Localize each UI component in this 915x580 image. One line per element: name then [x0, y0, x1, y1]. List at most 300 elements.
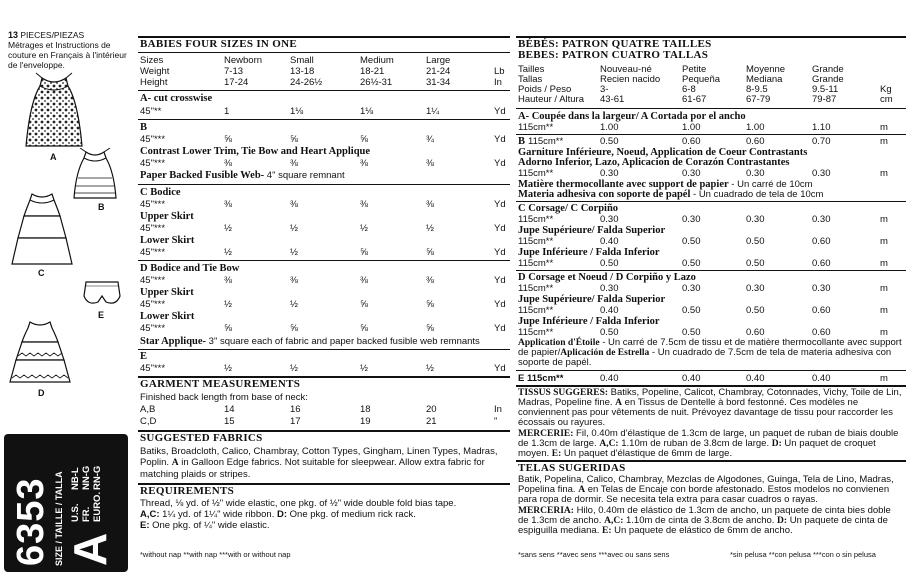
table-cell: 16: [290, 404, 301, 415]
table-cell: Yd: [494, 247, 506, 258]
table-cell: ¾: [426, 134, 434, 145]
garment-a-illustration: [22, 72, 86, 150]
table-cell: ⅜: [290, 199, 298, 210]
mercerie-e: E:: [551, 449, 562, 459]
view-c-heading-fr: C Corsage/ C Corpiño: [518, 203, 619, 214]
size-euro-label: EURO.: [92, 491, 103, 522]
metrage-row: [516, 283, 906, 294]
size-row-hauteur: [516, 94, 906, 105]
table-cell: 0.60: [682, 136, 701, 147]
tissus-heading: TISSUS SUGGERES:: [518, 388, 609, 398]
garment-c-illustration: [10, 190, 74, 268]
table-cell: 115cm**: [528, 136, 564, 147]
table-cell: ⅜: [290, 275, 298, 286]
table-cell: ½: [290, 223, 298, 234]
req-rick-rack: One pkg. of medium rick rack.: [287, 509, 416, 520]
fusible-web-heading: Paper Backed Fusible Web-: [140, 170, 265, 181]
merceria: [518, 506, 904, 536]
table-cell: 1.00: [600, 122, 619, 133]
table-cell: m: [880, 236, 888, 247]
star-text-fr: - Un carré de 7.5cm de tissu et de matière thermocollante avec support de papier/: [518, 337, 902, 358]
size-systems: [70, 492, 103, 522]
table-cell: ½: [290, 363, 298, 374]
yardage-row: [138, 199, 510, 210]
garment-b-label: B: [98, 202, 105, 212]
suggested-fabrics-heading: SUGGESTED FABRICS: [140, 432, 263, 444]
requirements-heading: REQUIREMENTS: [140, 485, 235, 497]
table-cell: In: [494, 77, 502, 88]
view-e-heading: E: [140, 351, 148, 362]
telas-view-a: A: [578, 485, 586, 495]
english-yardage-column: [138, 0, 510, 580]
yardage-row: [138, 299, 510, 310]
yardage-row: [138, 323, 510, 334]
merceria-trim: Un paquete de cinta de espiguilla mediana.: [518, 515, 888, 536]
table-cell: 21-24: [426, 66, 451, 77]
nap-legend-es: *sin pelusa **con pelusa ***con o sin pelusa: [730, 550, 876, 559]
fabrics-view-a: A: [171, 458, 179, 468]
table-cell: m: [880, 136, 888, 147]
table-cell: ½: [224, 299, 232, 310]
table-cell: 1¼: [426, 106, 440, 117]
size-row-height: [138, 77, 510, 88]
table-cell: 0.40: [746, 373, 765, 384]
suggested-fabrics-text: [140, 446, 508, 480]
table-cell: m: [880, 327, 888, 338]
table-cell: Nouveau-né: [600, 64, 652, 75]
table-cell: 0.60: [812, 236, 831, 247]
mercerie-croquet: Un paquet de croquet moyen.: [518, 438, 876, 459]
table-cell: 115cm**: [518, 236, 554, 247]
star-text-es: - Un cuadrado de 7.5cm de tela de materia adhesiva con soporte de papél.: [518, 347, 892, 368]
measurement-row-ab: [138, 404, 510, 415]
table-cell: 17: [290, 416, 301, 427]
table-cell: ⅜: [290, 158, 298, 169]
telas-list: Batik, Popelina, Calico, Chambray, Mezclas de Algodones, Guinga, Tela de Lino, Madras, Popelina fina.: [518, 474, 894, 495]
table-cell: Yd: [494, 275, 506, 286]
table-cell: m: [880, 373, 888, 384]
pattern-number: 6353: [10, 477, 52, 566]
table-cell: 0.40: [600, 236, 619, 247]
table-cell: 0.30: [812, 283, 831, 294]
table-cell: 115cm**: [518, 327, 554, 338]
table-cell: m: [880, 214, 888, 225]
contrast-heading-es: Adorno Inferior, Lazo, Aplicacion de Corazón Contrastantes: [518, 157, 790, 168]
view-d-bodice-heading: D Bodice and Tie Bow: [140, 263, 240, 274]
pieces-column: [0, 0, 134, 580]
size-row-sizes: [138, 55, 510, 66]
table-cell: 61-67: [682, 94, 707, 105]
table-cell: Grande: [812, 74, 844, 85]
merceria-text: Hilo, 0.40m de elástico de 1.3cm de ancho, un paquete de cinta bies doble de 1.3cm de ancho.: [518, 505, 891, 526]
garment-measurements-heading: GARMENT MEASUREMENTS: [140, 378, 301, 390]
table-cell: 0.40: [682, 373, 701, 384]
table-cell: ⅝: [360, 323, 368, 334]
merceria-ribbon: 1.10m de cinta de 3.8cm de ancho.: [623, 515, 778, 526]
size-us-label: U.S.: [70, 503, 81, 522]
pieces-label: PIECES/PIEZAS: [20, 30, 85, 40]
mercerie-elastic: Un paquet d'élastique de 6mm de large.: [561, 448, 733, 459]
table-cell: 26½-31: [360, 77, 393, 88]
table-cell: Newborn: [224, 55, 263, 66]
table-cell: 15: [224, 416, 235, 427]
table-cell: 0.50: [600, 327, 619, 338]
table-cell: ⅝: [224, 323, 232, 334]
star-applique-line: [140, 336, 480, 347]
view-c-upper-skirt-heading: Upper Skirt: [140, 211, 194, 222]
req-view-d: D:: [276, 509, 288, 520]
size-values: [70, 466, 103, 490]
metrage-row-e: [516, 373, 906, 384]
french-spanish-column: [516, 0, 906, 580]
star-applique-text: 3" square each of fabric and paper backed fusible web remnants: [206, 336, 480, 347]
req-ribbon: 1¼ yd. of 1¼" wide ribbon.: [159, 509, 277, 520]
req-elastic: One pkg. of ¼" wide elastic.: [149, 520, 270, 531]
table-cell: 45"***: [140, 158, 166, 169]
table-cell: In: [494, 404, 502, 415]
garment-d-label: D: [38, 388, 45, 398]
table-cell: 0.50: [600, 258, 619, 269]
merceria-heading: MERCERIA:: [518, 506, 574, 516]
table-cell: 0.40: [600, 305, 619, 316]
metrage-row: [516, 136, 906, 147]
table-cell: 0.30: [812, 168, 831, 179]
table-cell: 0.30: [746, 283, 765, 294]
yardage-row: [138, 158, 510, 169]
table-cell: 20: [426, 404, 437, 415]
view-d-upper-skirt-heading: Upper Skirt: [140, 287, 194, 298]
size-caption: SIZE / TAILLE / TALLA: [54, 471, 64, 566]
table-cell: 1⅛: [290, 106, 304, 117]
tissus-suggeres: [518, 388, 904, 428]
table-cell: 1: [224, 106, 230, 117]
table-cell: Recien nacido: [600, 74, 661, 85]
table-cell: 0.40: [812, 373, 831, 384]
divider: [516, 108, 906, 109]
table-cell: Weight: [140, 66, 170, 77]
table-cell: 0.30: [682, 283, 701, 294]
view-a-heading: A- cut crosswise: [140, 93, 213, 104]
telas-notes: en Telas de Encaje con borde afestonado. Estos modelos no convienen para ropa de dormir. Se necesita tela extra para casar cuadros o rayas.: [518, 484, 890, 505]
table-cell: 115cm**: [518, 283, 554, 294]
view-c-bodice-heading: C Bodice: [140, 187, 181, 198]
pieces-french-note: Métrages et Instructions de couture en Français à l'intérieur de l'enveloppe.: [8, 40, 127, 70]
yardage-row: [138, 106, 510, 117]
table-cell: 18-21: [360, 66, 385, 77]
table-cell: A,B: [140, 404, 156, 415]
table-cell: Yd: [494, 323, 506, 334]
divider: [138, 349, 510, 350]
table-cell: 21: [426, 416, 437, 427]
metrage-row: [516, 305, 906, 316]
table-cell: Yd: [494, 134, 506, 145]
garment-e-illustration: [82, 278, 122, 310]
size-us-value: NB-L: [70, 467, 81, 490]
mercerie: [518, 429, 904, 459]
pieces-note: [8, 30, 133, 70]
table-cell: Small: [290, 55, 314, 66]
table-cell: 1.00: [682, 122, 701, 133]
divider: [516, 134, 906, 135]
garment-c-label: C: [38, 268, 45, 278]
fusible-line-es: [518, 189, 823, 200]
table-cell: 0.50: [682, 236, 701, 247]
tissus-notes: en Tissus de Dentelle à bord festonné. Ces modèles ne conviennent pas pour vêtements de nuit. Prévoyez davantage de tissu pour raccorder les écossais ou rayures.: [518, 397, 893, 428]
nap-legend: *without nap **with nap ***with or without nap: [140, 550, 291, 559]
metrage-row: [516, 236, 906, 247]
table-cell: 0.30: [812, 214, 831, 225]
fusible-text-fr: - Un carré de 10cm: [728, 179, 813, 190]
table-cell: 19: [360, 416, 371, 427]
table-cell: 43-61: [600, 94, 625, 105]
view-d-heading-fr: D Corsage et Noeud / D Corpiño y Lazo: [518, 272, 696, 283]
table-cell: ⅜: [360, 275, 368, 286]
table-cell: ½: [224, 247, 232, 258]
table-cell: 45"***: [140, 275, 166, 286]
table-cell: m: [880, 122, 888, 133]
table-cell: ⅝: [360, 247, 368, 258]
table-cell: 3-: [600, 84, 609, 95]
contrast-heading: Contrast Lower Trim, Tie Bow and Heart Applique: [140, 146, 371, 157]
table-cell: 1⅛: [360, 106, 374, 117]
table-cell: 45"***: [140, 323, 166, 334]
table-cell: 115cm**: [518, 305, 554, 316]
table-cell: ⅝: [290, 134, 298, 145]
table-cell: Mediana: [746, 74, 783, 85]
table-cell: m: [880, 258, 888, 269]
table-cell: 1.00: [746, 122, 765, 133]
table-cell: 0.60: [812, 305, 831, 316]
table-cell: Grande: [812, 64, 844, 75]
yardage-row: [138, 223, 510, 234]
size-fr-label: FR.: [81, 506, 92, 522]
table-cell: ⅜: [224, 158, 232, 169]
table-cell: Height: [140, 77, 168, 88]
garment-d-illustration: [8, 318, 72, 386]
table-cell: cm: [880, 94, 893, 105]
table-cell: 45"***: [140, 299, 166, 310]
tissus-view-a: A: [615, 398, 623, 408]
divider: [138, 184, 510, 185]
fusible-web-line: [140, 170, 345, 181]
merceria-ac: A,C:: [604, 516, 624, 526]
table-cell: ½: [290, 299, 298, 310]
table-cell: ½: [360, 363, 368, 374]
telas-text: [518, 475, 904, 505]
french-title: BÉBÉS: PATRON QUATRE TAILLES: [518, 38, 712, 50]
divider: [138, 52, 510, 53]
requirements-line-1: Thread, ⅛ yd. of ½" wide elastic, one pkg. of ½" wide double fold bias tape.: [140, 498, 457, 509]
view-c-upper-heading-fr: Jupe Supérieure/ Falda Superior: [518, 225, 666, 236]
view-c-lower-skirt-heading: Lower Skirt: [140, 235, 195, 246]
requirements-line-2: [140, 509, 416, 520]
spanish-title: BEBES: PATRON CUATRO TALLAS: [518, 49, 709, 61]
star-heading-fr: Application d'Étoile: [518, 338, 600, 348]
table-cell: 0.50: [746, 236, 765, 247]
table-cell: 14: [224, 404, 235, 415]
table-cell: Poids / Peso: [518, 84, 572, 95]
table-cell: ⅝: [426, 247, 434, 258]
table-cell: ½: [360, 223, 368, 234]
table-cell: Pequeña: [682, 74, 721, 85]
table-cell: 45"***: [140, 223, 166, 234]
table-cell: 13-18: [290, 66, 315, 77]
fusible-text-es: - Un cuadrado de tela de 10cm: [690, 189, 824, 200]
yardage-row: [138, 275, 510, 286]
table-cell: m: [880, 168, 888, 179]
divider: [516, 370, 906, 371]
merceria-e: E:: [601, 526, 612, 536]
mercerie-heading: MERCERIE:: [518, 429, 574, 439]
fusible-heading-fr: Matière thermocollante avec support de papier: [518, 179, 729, 190]
table-cell: ½: [426, 223, 434, 234]
table-cell: Medium: [360, 55, 394, 66]
table-cell: ⅝: [360, 299, 368, 310]
size-fr-value: NN-G: [81, 465, 92, 490]
tissus-list: Batiks, Popeline, Calicot, Chambray, Cotonnades, Vichy, Toile de Lin, Madras, Popeline fine.: [518, 387, 902, 408]
metrage-row: [516, 258, 906, 269]
req-view-e: E:: [140, 520, 150, 531]
table-cell: 0.50: [682, 327, 701, 338]
table-cell: Petite: [682, 64, 707, 75]
table-cell: 0.60: [812, 258, 831, 269]
divider: [138, 90, 510, 91]
table-cell: 45"**: [140, 106, 162, 117]
table-cell: 0.60: [812, 327, 831, 338]
table-cell: ½: [426, 363, 434, 374]
merceria-elastic: Un paquete de elástico de 6mm de ancho.: [611, 525, 793, 536]
table-cell: Yd: [494, 223, 506, 234]
table-cell: ⅝: [360, 134, 368, 145]
table-cell: 0.50: [682, 305, 701, 316]
table-cell: 0.60: [746, 327, 765, 338]
telas-heading: TELAS SUGERIDAS: [518, 462, 626, 474]
table-cell: Large: [426, 55, 451, 66]
table-cell: 45"***: [140, 134, 166, 145]
table-cell: 0.30: [600, 283, 619, 294]
table-cell: 45"***: [140, 363, 166, 374]
table-cell: Yd: [494, 106, 506, 117]
table-cell: 67-79: [746, 94, 771, 105]
table-cell: 0.50: [682, 258, 701, 269]
table-cell: m: [880, 305, 888, 316]
table-cell: Hauteur / Altura: [518, 94, 585, 105]
table-cell: Yd: [494, 158, 506, 169]
table-cell: ⅝: [426, 323, 434, 334]
table-cell: 31-34: [426, 77, 451, 88]
table-cell: 115cm**: [518, 168, 554, 179]
table-cell: 1.10: [812, 122, 831, 133]
table-cell: ⅜: [426, 199, 434, 210]
table-cell: Moyenne: [746, 64, 786, 75]
table-cell: 24-26½: [290, 77, 323, 88]
table-cell: 9.5-11: [812, 84, 839, 95]
table-cell: Kg: [880, 84, 892, 95]
view-c-lower-heading-fr: Jupe Inférieure / Falda Inferior: [518, 247, 660, 258]
size-row-weight: [138, 66, 510, 77]
table-cell: ½: [224, 363, 232, 374]
table-cell: ½: [290, 247, 298, 258]
table-cell: C,D: [140, 416, 157, 427]
garment-b-illustration: [70, 148, 120, 202]
garment-a-label: A: [50, 152, 57, 162]
table-cell: ⅜: [426, 275, 434, 286]
table-cell: Sizes: [140, 55, 164, 66]
mercerie-ac: A,C:: [599, 439, 619, 449]
table-cell: 115cm**: [518, 122, 554, 133]
table-cell: 0.30: [682, 214, 701, 225]
mercerie-d: D:: [771, 439, 782, 449]
yardage-row: [138, 134, 510, 145]
table-cell: ⅜: [360, 199, 368, 210]
size-euro-value: RN-G: [92, 465, 103, 490]
fabrics-notes: in Galloon Edge fabrics. Not suitable for sleepwear. Allow extra fabric for matching plaids or stripes.: [140, 457, 485, 480]
table-cell: 115cm**: [518, 258, 554, 269]
fusible-web-text: 4" square remnant: [264, 170, 345, 181]
metrage-row: [516, 168, 906, 179]
table-cell: Tailles: [518, 64, 545, 75]
table-cell: 115cm**: [518, 214, 554, 225]
table-cell: 0.30: [600, 168, 619, 179]
english-title: BABIES FOUR SIZES IN ONE: [140, 38, 297, 50]
view-a-heading-fr: A- Coupée dans la largeur/ A Cortada por el ancho: [518, 111, 746, 122]
view-d-lower-skirt-heading: Lower Skirt: [140, 311, 195, 322]
table-cell: 0.50: [746, 305, 765, 316]
table-cell: ⅝: [290, 323, 298, 334]
table-cell: 0.30: [746, 214, 765, 225]
table-cell: E 115cm**: [518, 373, 564, 384]
pieces-count: 13: [8, 30, 19, 40]
table-cell: ⅜: [360, 158, 368, 169]
mercerie-ribbon: 1.10m de ruban de 3.8cm de large.: [618, 438, 772, 449]
table-cell: Yd: [494, 363, 506, 374]
table-cell: 79-87: [812, 94, 837, 105]
contrast-heading-fr: Garniture Inférieure, Noeud, Application de Coeur Contrastants: [518, 147, 808, 158]
table-cell: 17-24: [224, 77, 249, 88]
size-letter: A: [64, 532, 116, 566]
nap-legend-fr: *sans sens **avec sens ***avec ou sans sens: [518, 550, 670, 559]
merceria-d: D:: [777, 516, 788, 526]
table-cell: ": [494, 416, 498, 427]
table-cell: 6-8: [682, 84, 696, 95]
fusible-heading-es: Materia adhesiva con soporte de papél: [518, 189, 691, 200]
table-cell: 45"***: [140, 247, 166, 258]
table-cell: ⅜: [224, 275, 232, 286]
divider: [516, 270, 906, 271]
table-cell: Lb: [494, 66, 505, 77]
table-cell: 0.50: [600, 136, 619, 147]
garment-measurements-note: Finished back length from base of neck:: [140, 392, 308, 403]
metrage-row: [516, 122, 906, 133]
table-cell: Yd: [494, 199, 506, 210]
table-cell: ⅝: [224, 134, 232, 145]
fabrics-list: Batiks, Broadcloth, Calico, Chambray, Cotton Types, Gingham, Linen Types, Madras, Poplin.: [140, 446, 498, 468]
divider: [138, 119, 510, 120]
table-cell: 7-13: [224, 66, 244, 77]
table-cell: 0.50: [746, 258, 765, 269]
view-b-heading: B: [140, 122, 148, 133]
garment-e-label: E: [98, 310, 105, 320]
req-views-ac: A,C:: [140, 509, 160, 520]
table-cell: ½: [224, 223, 232, 234]
yardage-row: [138, 247, 510, 258]
table-cell: 0.60: [746, 136, 765, 147]
table-cell: ⅜: [426, 158, 434, 169]
table-cell: m: [880, 283, 888, 294]
table-cell: Tallas: [518, 74, 543, 85]
table-cell: ⅜: [224, 199, 232, 210]
table-cell: 0.30: [600, 214, 619, 225]
